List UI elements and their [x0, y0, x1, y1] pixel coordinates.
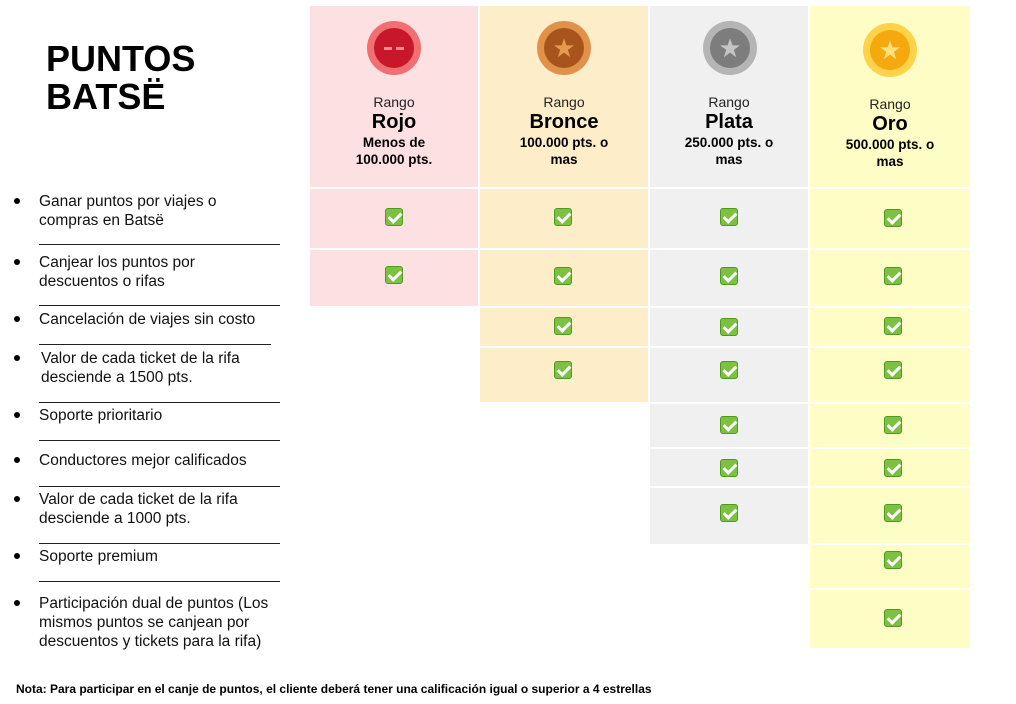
feature-label: Valor de cada ticket de la rifa desciende a 1000 pts. [39, 491, 238, 527]
bullet-icon [14, 553, 20, 559]
bullet-icon [14, 457, 20, 463]
row-separator [650, 402, 970, 404]
feature-label: Soporte prioritario [39, 407, 163, 424]
feature-label: Cancelación de viajes sin costo [39, 311, 256, 328]
rank-label: Rango [708, 94, 750, 110]
check-mark-icon [720, 504, 738, 522]
feature-divider [39, 305, 280, 306]
check-mark-icon [720, 208, 738, 226]
bullet-icon [14, 198, 20, 204]
row-separator [810, 543, 970, 545]
check-mark-icon [720, 361, 738, 379]
bullet-icon [14, 412, 20, 418]
row-separator [480, 346, 970, 348]
check-mark-icon [720, 416, 738, 434]
bullet-icon [14, 355, 20, 361]
rank-label: Rango [373, 94, 415, 110]
row-separator [810, 588, 970, 590]
feature-label: Conductores mejor calificados [39, 452, 247, 469]
bullet-icon [14, 316, 20, 322]
check-mark-icon [884, 609, 902, 627]
check-mark-icon [554, 317, 572, 335]
check-mark-icon [884, 504, 902, 522]
check-mark-icon [720, 459, 738, 477]
bullet-icon [14, 259, 20, 265]
check-mark-icon [554, 267, 572, 285]
row-separator [650, 486, 970, 488]
check-mark-icon [884, 416, 902, 434]
rank-name: Plata [705, 111, 753, 133]
check-mark-icon [720, 267, 738, 285]
feature-divider [39, 244, 280, 245]
check-mark-icon [884, 267, 902, 285]
check-mark-icon [554, 208, 572, 226]
gold-star-medal-icon: ★ [863, 23, 917, 77]
check-mark-icon [884, 551, 902, 569]
check-mark-icon [884, 317, 902, 335]
check-mark-icon [884, 209, 902, 227]
bullet-icon [14, 496, 20, 502]
page-title: PUNTOS BATSË [46, 38, 196, 117]
check-mark-icon [720, 318, 738, 336]
feature-divider [39, 344, 271, 345]
feature-label: Canjear los puntos por descuentos o rifas [39, 254, 195, 290]
check-mark-icon [385, 266, 403, 284]
check-mark-icon [884, 459, 902, 477]
feature-label: Soporte premium [39, 548, 158, 565]
feature-divider [39, 543, 280, 544]
feature-label: Valor de cada ticket de la rifa desciende a 1500 pts. [41, 350, 240, 386]
rank-requirement: Menos de 100.000 pts. [355, 135, 433, 167]
silver-star-medal-icon: ★ [703, 21, 757, 75]
rank-header-rojo [310, 94, 478, 168]
rank-name: Oro [872, 113, 908, 135]
row-separator [310, 248, 970, 250]
rank-header-plata [650, 94, 808, 168]
rank-name: Bronce [529, 111, 599, 133]
feature-divider [39, 440, 280, 441]
feature-divider [39, 581, 280, 582]
feature-label: Ganar puntos por viajes o compras en Batsë [39, 193, 217, 229]
bronze-star-medal-icon: ★ [537, 21, 591, 75]
red-medal-icon [367, 21, 421, 75]
check-mark-icon [385, 208, 403, 226]
row-separator [480, 306, 970, 308]
feature-divider [39, 486, 280, 487]
check-mark-icon [884, 361, 902, 379]
bullet-icon [14, 600, 20, 606]
check-mark-icon [554, 361, 572, 379]
rank-label: Rango [543, 94, 585, 110]
footnote: Nota: Para participar en el canje de puntos, el cliente deberá tener una calificación igual o superior a 4 estrellas [16, 682, 652, 696]
feature-divider [39, 402, 280, 403]
rank-requirement: 250.000 pts. o mas [684, 135, 774, 167]
rank-name: Rojo [371, 111, 417, 133]
row-separator [650, 447, 970, 449]
rank-label: Rango [869, 96, 911, 112]
rank-header-bronce [480, 94, 648, 168]
row-separator [310, 187, 970, 189]
rank-requirement: 500.000 pts. o mas [845, 137, 935, 169]
rank-requirement: 100.000 pts. o mas [519, 135, 609, 167]
rank-header-oro [810, 96, 970, 170]
feature-label: Participación dual de puntos (Los mismos puntos se canjean por descuentos y tickets para la rifa) [39, 595, 269, 650]
